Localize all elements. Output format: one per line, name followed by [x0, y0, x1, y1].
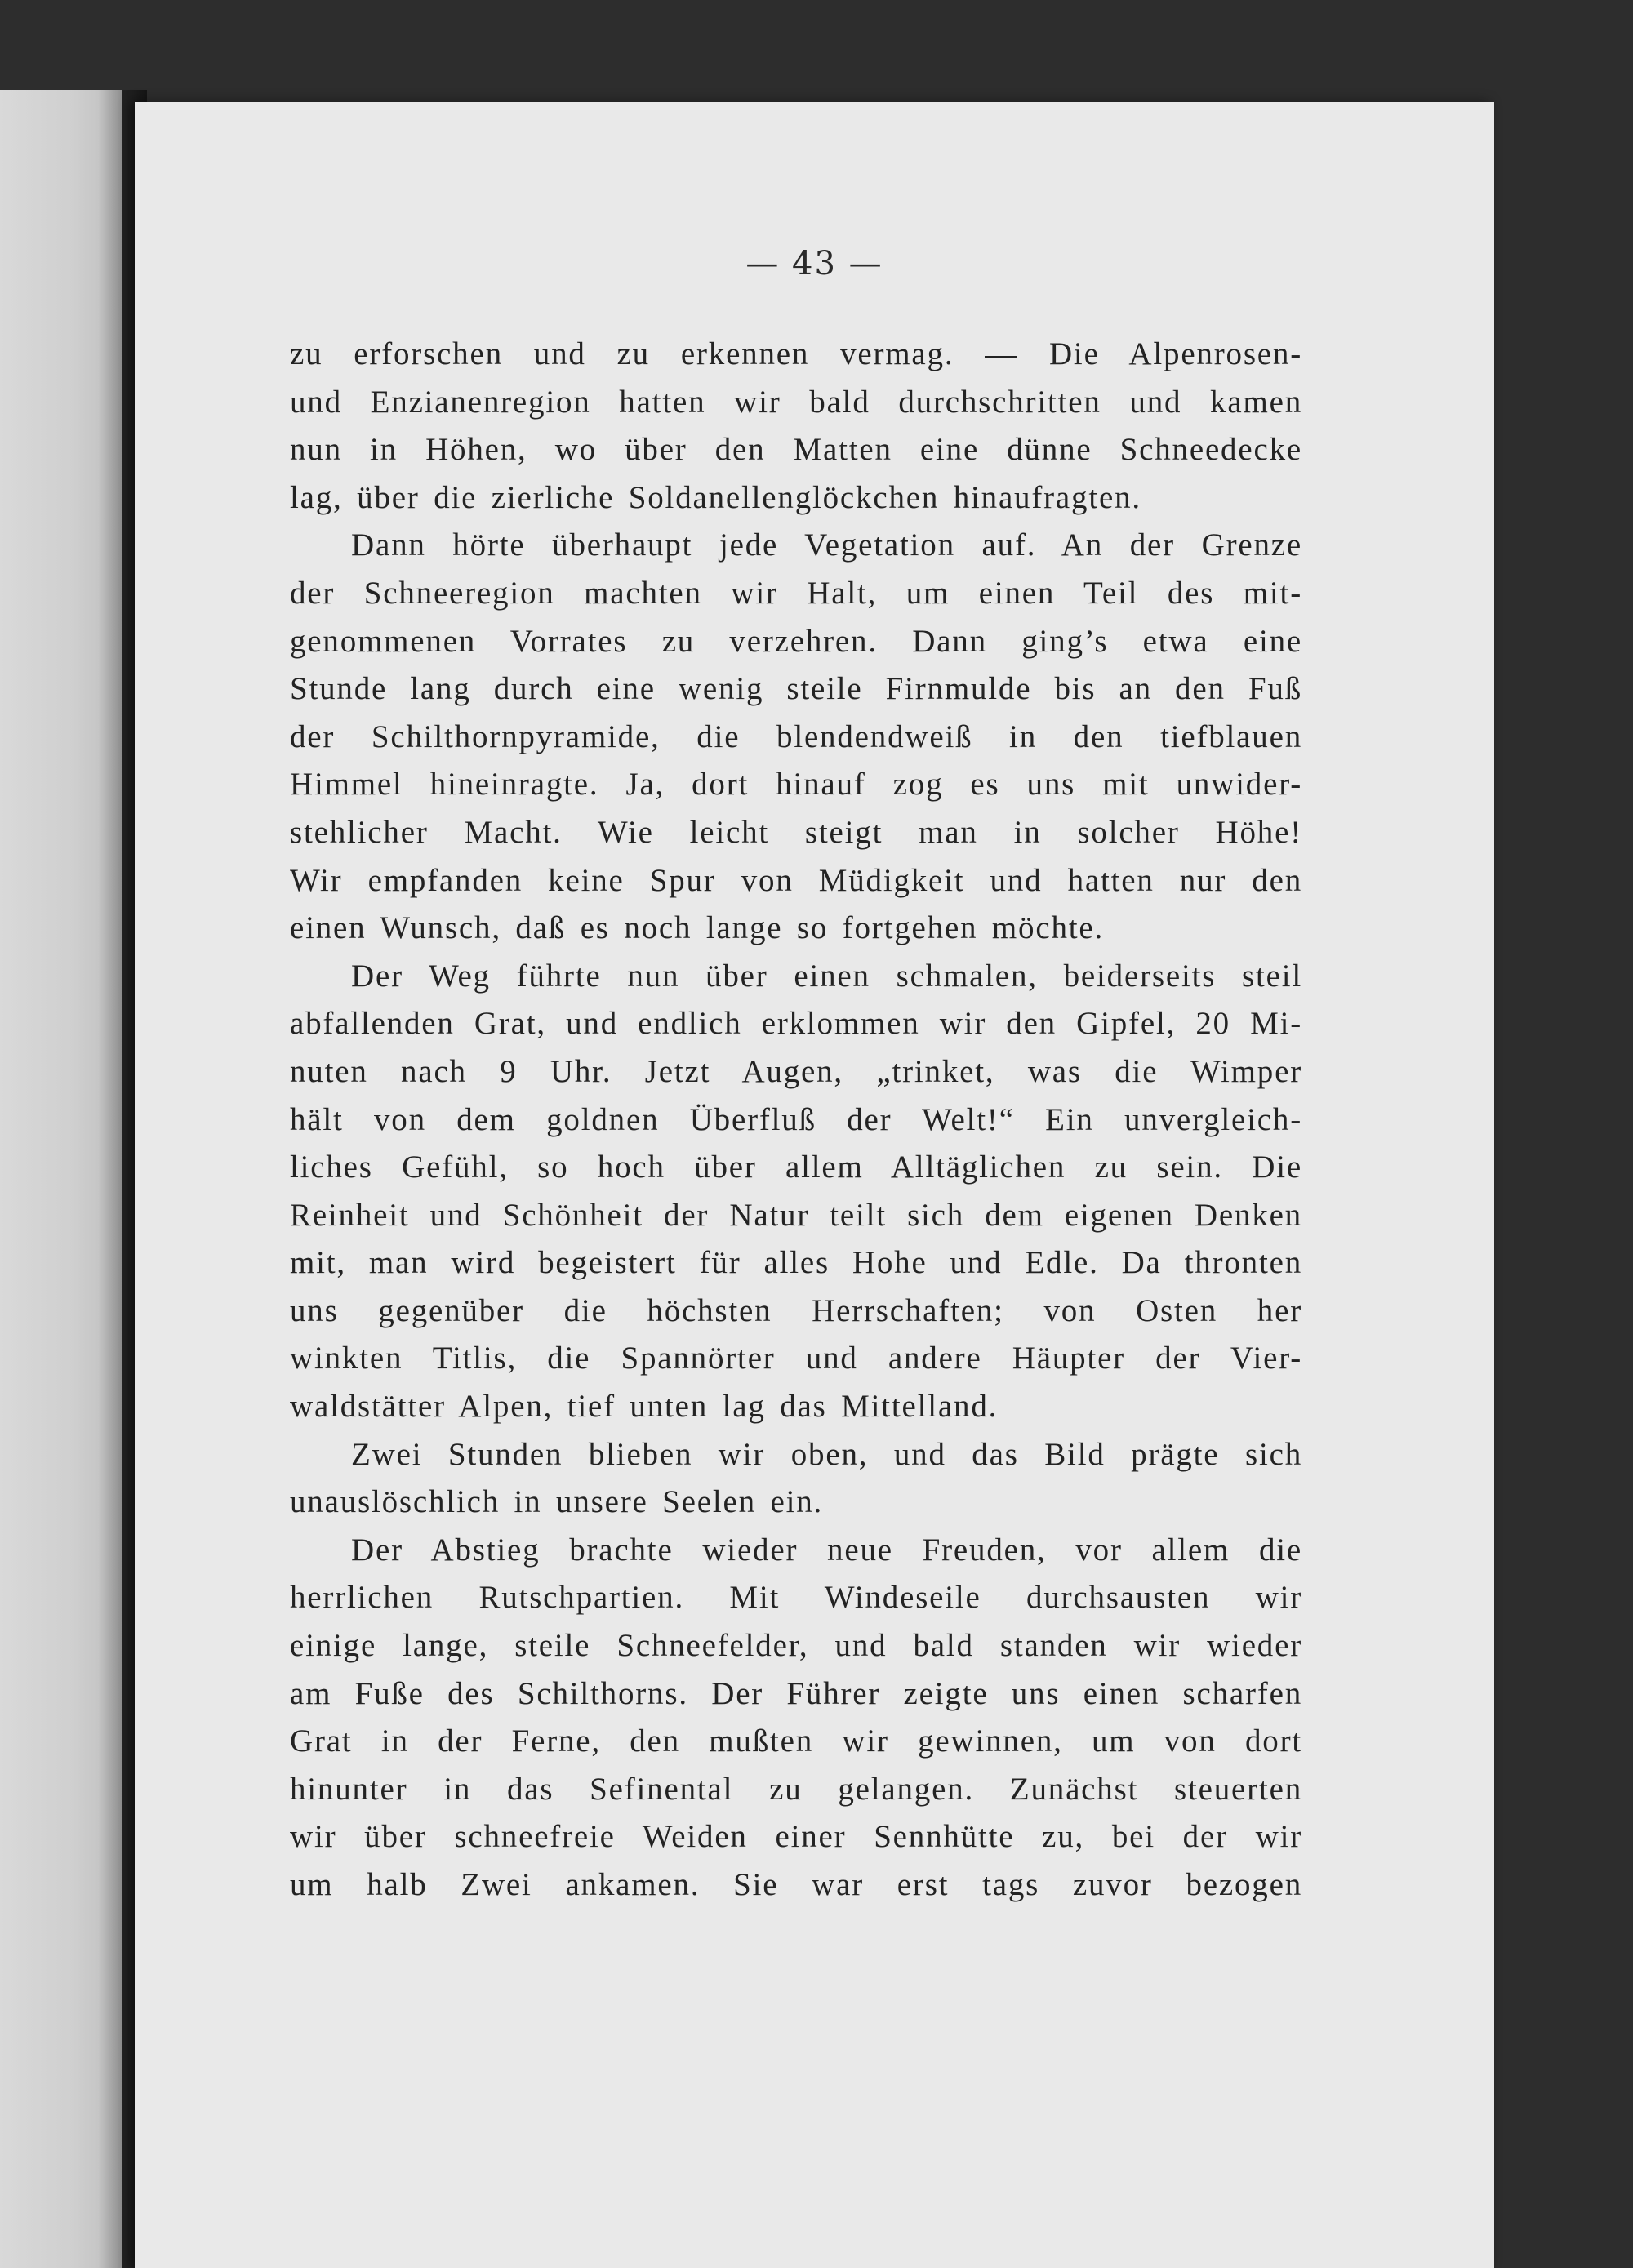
text-line: hält von dem goldnen Überfluß der Welt!“ Ein unvergleich- [290, 1101, 1302, 1137]
text-line: unauslöschlich in unsere Seelen ein. [290, 1484, 824, 1520]
text-line: mit, man wird begeistert für alles Hohe und Edle. Da thronten [290, 1245, 1302, 1281]
text-line: genommenen Vorrates zu verzehren. Dann ging’s etwa eine [290, 623, 1302, 659]
text-line: Der Abstieg brachte wieder neue Freuden, vor allem die [351, 1532, 1302, 1568]
text-line: wir über schneefreie Weiden einer Sennhütte zu, bei der wir [290, 1819, 1302, 1855]
text-line: nuten nach 9 Uhr. Jetzt Augen, „trinket, was die Wimper [290, 1053, 1302, 1089]
text-line: Zwei Stunden blieben wir oben, und das Bild prägte sich [351, 1436, 1302, 1472]
text-line: der Schneeregion machten wir Halt, um einen Teil des mit- [290, 575, 1302, 611]
text-line: Dann hörte überhaupt jede Vegetation auf. An der Grenze [351, 527, 1302, 563]
text-line: Himmel hineinragte. Ja, dort hinauf zog es uns mit unwider- [290, 767, 1302, 803]
text-line: lag, über die zierliche Soldanellenglöckchen hinaufragten. [290, 479, 1141, 515]
text-line: Stunde lang durch eine wenig steile Firnmulde bis an den Fuß [290, 671, 1302, 707]
text-line: stehlicher Macht. Wie leicht steigt man in solcher Höhe! [290, 814, 1302, 850]
text-line: am Fuße des Schilthorns. Der Führer zeigte uns einen scharfen [290, 1675, 1302, 1711]
text-line: nun in Höhen, wo über den Matten eine dünne Schneedecke [290, 432, 1302, 468]
book-page [135, 102, 1494, 2268]
text-line: und Enzianenregion hatten wir bald durchschritten und kamen [290, 384, 1302, 420]
body-text [290, 331, 1302, 1910]
text-line: uns gegenüber die höchsten Herrschaften; von Osten her [290, 1292, 1302, 1328]
text-line: hinunter in das Sefinental zu gelangen. Zunächst steuerten [290, 1771, 1302, 1807]
page-number: — 43 — [745, 245, 883, 282]
text-line: abfallenden Grat, und endlich erklommen wir den Gipfel, 20 Mi- [290, 1006, 1302, 1042]
text-line: Reinheit und Schönheit der Natur teilt sich dem eigenen Denken [290, 1197, 1302, 1233]
text-line: zu erforschen und zu erkennen vermag. — Die Alpenrosen- [290, 336, 1302, 371]
text-line: um halb Zwei ankamen. Sie war erst tags zuvor bezogen [290, 1867, 1302, 1902]
text-line: einige lange, steile Schneefelder, und bald standen wir wieder [290, 1628, 1302, 1664]
text-line: einen Wunsch, daß es noch lange so fortgehen möchte. [290, 910, 1105, 946]
text-line: winkten Titlis, die Spannörter und andere Häupter der Vier- [290, 1341, 1302, 1376]
text-line: der Schilthornpyramide, die blendendweiß in den tiefblauen [290, 718, 1302, 754]
text-line: Der Weg führte nun über einen schmalen, beiderseits steil [351, 958, 1302, 994]
text-line: waldstätter Alpen, tief unten lag das Mittelland. [290, 1389, 999, 1425]
text-line: Grat in der Ferne, den mußten wir gewinnen, um von dort [290, 1723, 1302, 1759]
text-line: liches Gefühl, so hoch über allem Alltäglichen zu sein. Die [290, 1150, 1302, 1185]
text-line: Wir empfanden keine Spur von Müdigkeit und hatten nur den [290, 862, 1302, 898]
text-line: herrlichen Rutschpartien. Mit Windeseile durchsausten wir [290, 1580, 1302, 1616]
